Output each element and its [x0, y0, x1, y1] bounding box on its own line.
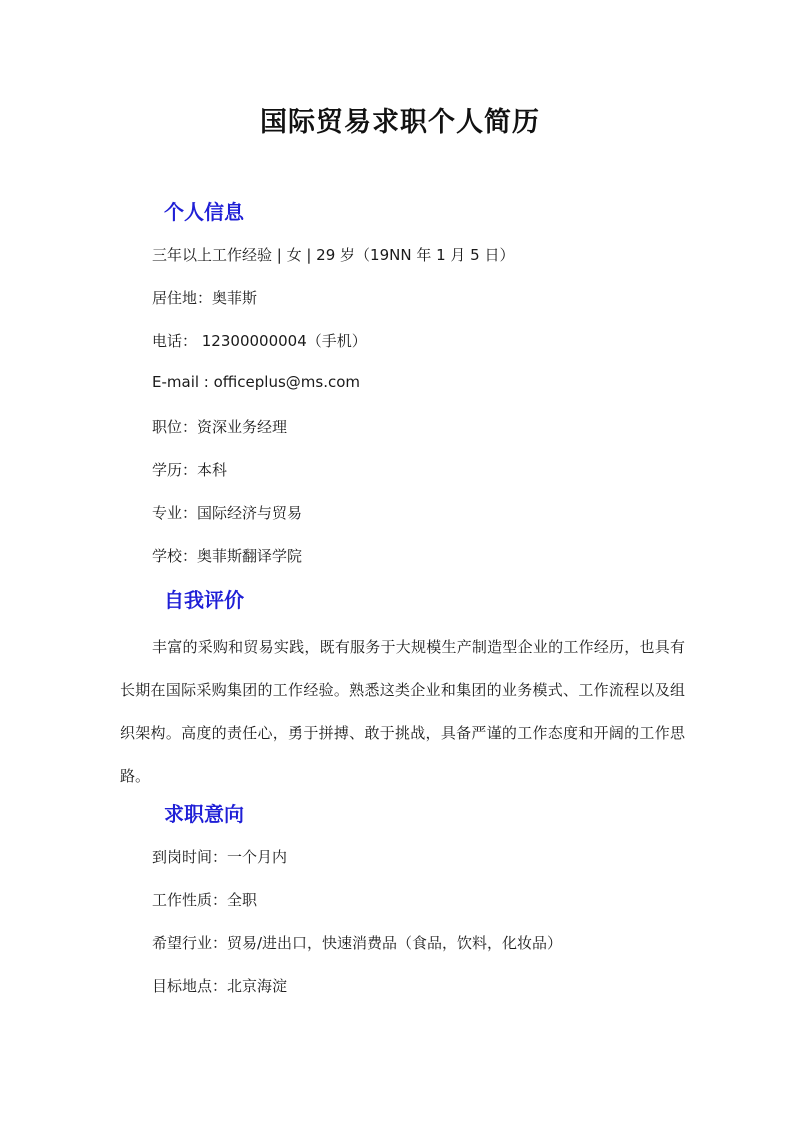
section-heading-self-evaluation: 自我评价 [164, 588, 244, 612]
section-heading-personal-info: 个人信息 [164, 200, 244, 224]
intention-start-time: 到岗时间：一个月内 [152, 848, 288, 866]
info-major: 专业：国际经济与贸易 [152, 504, 303, 522]
intention-location: 目标地点：北京海淀 [152, 977, 288, 995]
page-title: 国际贸易求职个人简历 [260, 107, 540, 138]
intention-industry: 希望行业：贸易/进出口，快速消费品（食品，饮料，化妆品） [152, 934, 563, 952]
info-email: E-mail : officeplus@ms.com [152, 373, 361, 391]
info-experience-gender-age: 三年以上工作经验 | 女 | 29 岁（19NN 年 1 月 5 日） [152, 246, 515, 264]
info-position: 职位：资深业务经理 [152, 418, 288, 436]
intention-job-type: 工作性质：全职 [152, 891, 258, 909]
info-education: 学历：本科 [152, 461, 228, 479]
info-residence: 居住地：奥菲斯 [152, 289, 258, 307]
self-evaluation-paragraph: 丰富的采购和贸易实践，既有服务于大规模生产制造型企业的工作经历，也具有长期在国际采购集团的工作经验。熟悉这类企业和集团的业务模式、工作流程以及组织架构。高度的责任心，勇于拼搏、敢于挑战，具备严谨的工作态度和开阔的工作思路。 [120, 638, 685, 785]
info-phone: 电话： 12300000004（手机） [152, 332, 367, 350]
section-heading-job-intention: 求职意向 [164, 802, 244, 826]
info-school: 学校：奥菲斯翻译学院 [152, 547, 303, 565]
